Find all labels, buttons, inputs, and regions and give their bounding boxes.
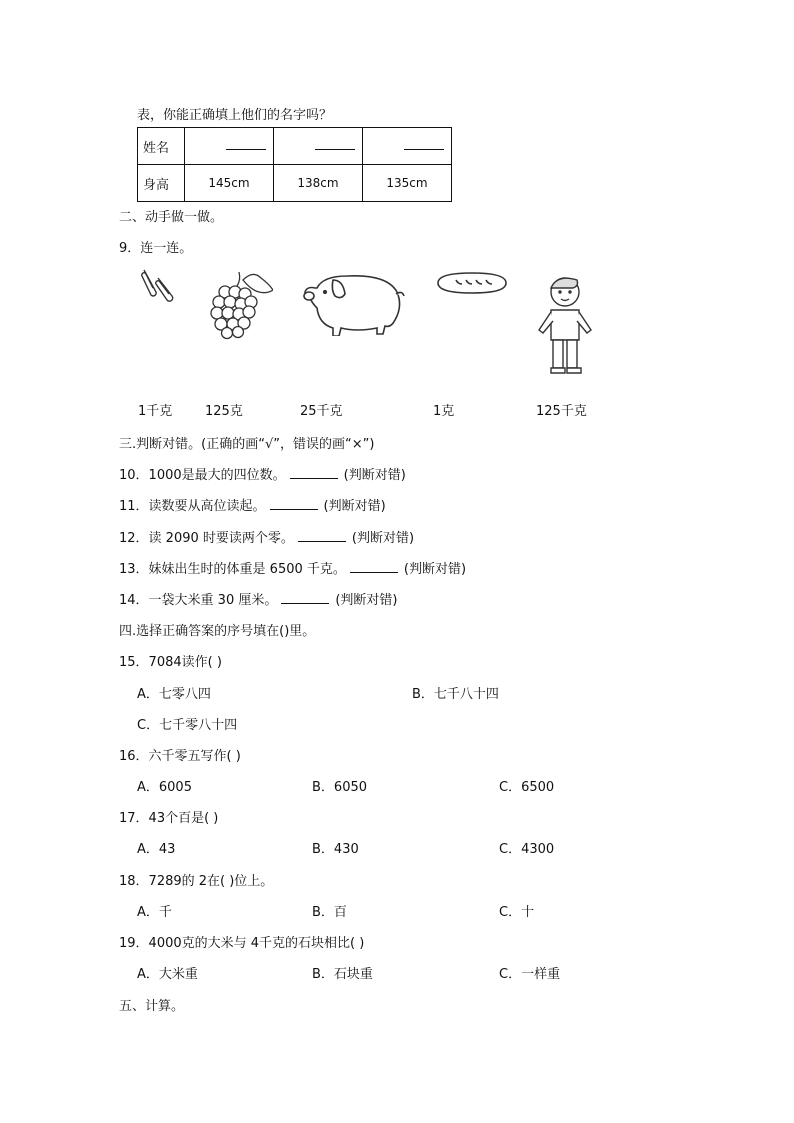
q19-option-a[interactable]: A．大米重 bbox=[137, 967, 198, 982]
q16-option-a[interactable]: A．6005 bbox=[137, 780, 192, 795]
question-15: 15．7084读作( ) bbox=[119, 655, 222, 670]
section-3-heading: 三.判断对错。(正确的画“√”，错误的画“×”) bbox=[119, 437, 375, 452]
weight-option-2[interactable]: 125克 bbox=[205, 404, 243, 419]
q18-option-a[interactable]: A．千 bbox=[137, 905, 172, 920]
name-blank-1[interactable] bbox=[185, 128, 274, 165]
q18-option-b[interactable]: B．百 bbox=[312, 905, 347, 920]
name-height-table bbox=[137, 127, 452, 202]
boy-icon[interactable] bbox=[533, 272, 599, 376]
table-label-name: 姓名 bbox=[138, 128, 185, 165]
q19-option-b[interactable]: B．石块重 bbox=[312, 967, 373, 982]
judge-text: 13．妹妹出生时的体重是 6500 千克。 bbox=[119, 562, 346, 577]
q17-option-a[interactable]: A．43 bbox=[137, 842, 176, 857]
weight-option-1[interactable]: 1千克 bbox=[138, 404, 173, 419]
name-blank-3[interactable] bbox=[363, 128, 452, 165]
weight-option-4[interactable]: 1克 bbox=[433, 404, 455, 419]
q16-option-c[interactable]: C．6500 bbox=[499, 780, 555, 795]
judge-text: 14．一袋大米重 30 厘米。 bbox=[119, 593, 278, 608]
height-value: 135cm bbox=[363, 165, 452, 202]
answer-blank[interactable] bbox=[290, 466, 338, 479]
judge-tail: (判断对错) bbox=[323, 499, 386, 514]
q18-option-c[interactable]: C．十 bbox=[499, 905, 535, 920]
judge-tail: (判断对错) bbox=[343, 468, 406, 483]
judge-text: 12．读 2090 时要读两个零。 bbox=[119, 531, 294, 546]
paperclip-icon[interactable] bbox=[138, 266, 182, 306]
table-row bbox=[138, 128, 452, 165]
question-18: 18．7289的 2在( )位上。 bbox=[119, 874, 274, 889]
answer-blank[interactable] bbox=[298, 529, 346, 542]
judge-tail: (判断对错) bbox=[403, 562, 467, 577]
judge-text: 11．读数要从高位读起。 bbox=[119, 499, 266, 514]
q16-option-b[interactable]: B．6050 bbox=[312, 780, 368, 795]
section-4-heading: 四.选择正确答案的序号填在()里。 bbox=[119, 624, 316, 639]
table-row bbox=[138, 165, 452, 202]
q15-option-b[interactable]: B．七千八十四 bbox=[412, 687, 499, 702]
question-17: 17．43个百是( ) bbox=[119, 811, 219, 826]
question-19: 19．4000克的大米与 4千克的石块相比( ) bbox=[119, 936, 365, 951]
judge-item bbox=[119, 464, 406, 483]
height-value: 138cm bbox=[274, 165, 363, 202]
q15-option-a[interactable]: A．七零八四 bbox=[137, 687, 211, 702]
bread-icon[interactable] bbox=[434, 270, 510, 296]
height-value: 145cm bbox=[185, 165, 274, 202]
judge-item bbox=[119, 495, 386, 514]
q17-option-c[interactable]: C．4300 bbox=[499, 842, 555, 857]
q19-option-c[interactable]: C．一样重 bbox=[499, 967, 561, 982]
name-blank-2[interactable] bbox=[274, 128, 363, 165]
q17-option-b[interactable]: B．430 bbox=[312, 842, 359, 857]
weight-option-3[interactable]: 25千克 bbox=[300, 404, 343, 419]
intro-text: 表，你能正确填上他们的名字吗？ bbox=[137, 108, 333, 123]
judge-item bbox=[119, 589, 398, 608]
judge-tail: (判断对错) bbox=[335, 593, 398, 608]
question-16: 16．六千零五写作( ) bbox=[119, 749, 241, 764]
section-2-heading: 二、动手做一做。 bbox=[119, 210, 224, 225]
question-9: 9．连一连。 bbox=[119, 241, 193, 256]
table-label-height: 身高 bbox=[138, 165, 185, 202]
judge-item bbox=[119, 527, 414, 546]
weight-option-5[interactable]: 125千克 bbox=[536, 404, 587, 419]
grapes-icon[interactable] bbox=[203, 268, 273, 340]
section-5-heading: 五、计算。 bbox=[119, 999, 185, 1014]
answer-blank[interactable] bbox=[270, 497, 318, 510]
answer-blank[interactable] bbox=[281, 591, 329, 604]
answer-blank[interactable] bbox=[350, 560, 398, 573]
pig-icon[interactable] bbox=[299, 270, 405, 336]
judge-tail: (判断对错) bbox=[351, 531, 415, 546]
judge-text: 10．1000是最大的四位数。 bbox=[119, 468, 286, 483]
q15-option-c[interactable]: C．七千零八十四 bbox=[137, 718, 238, 733]
judge-item bbox=[119, 558, 466, 577]
